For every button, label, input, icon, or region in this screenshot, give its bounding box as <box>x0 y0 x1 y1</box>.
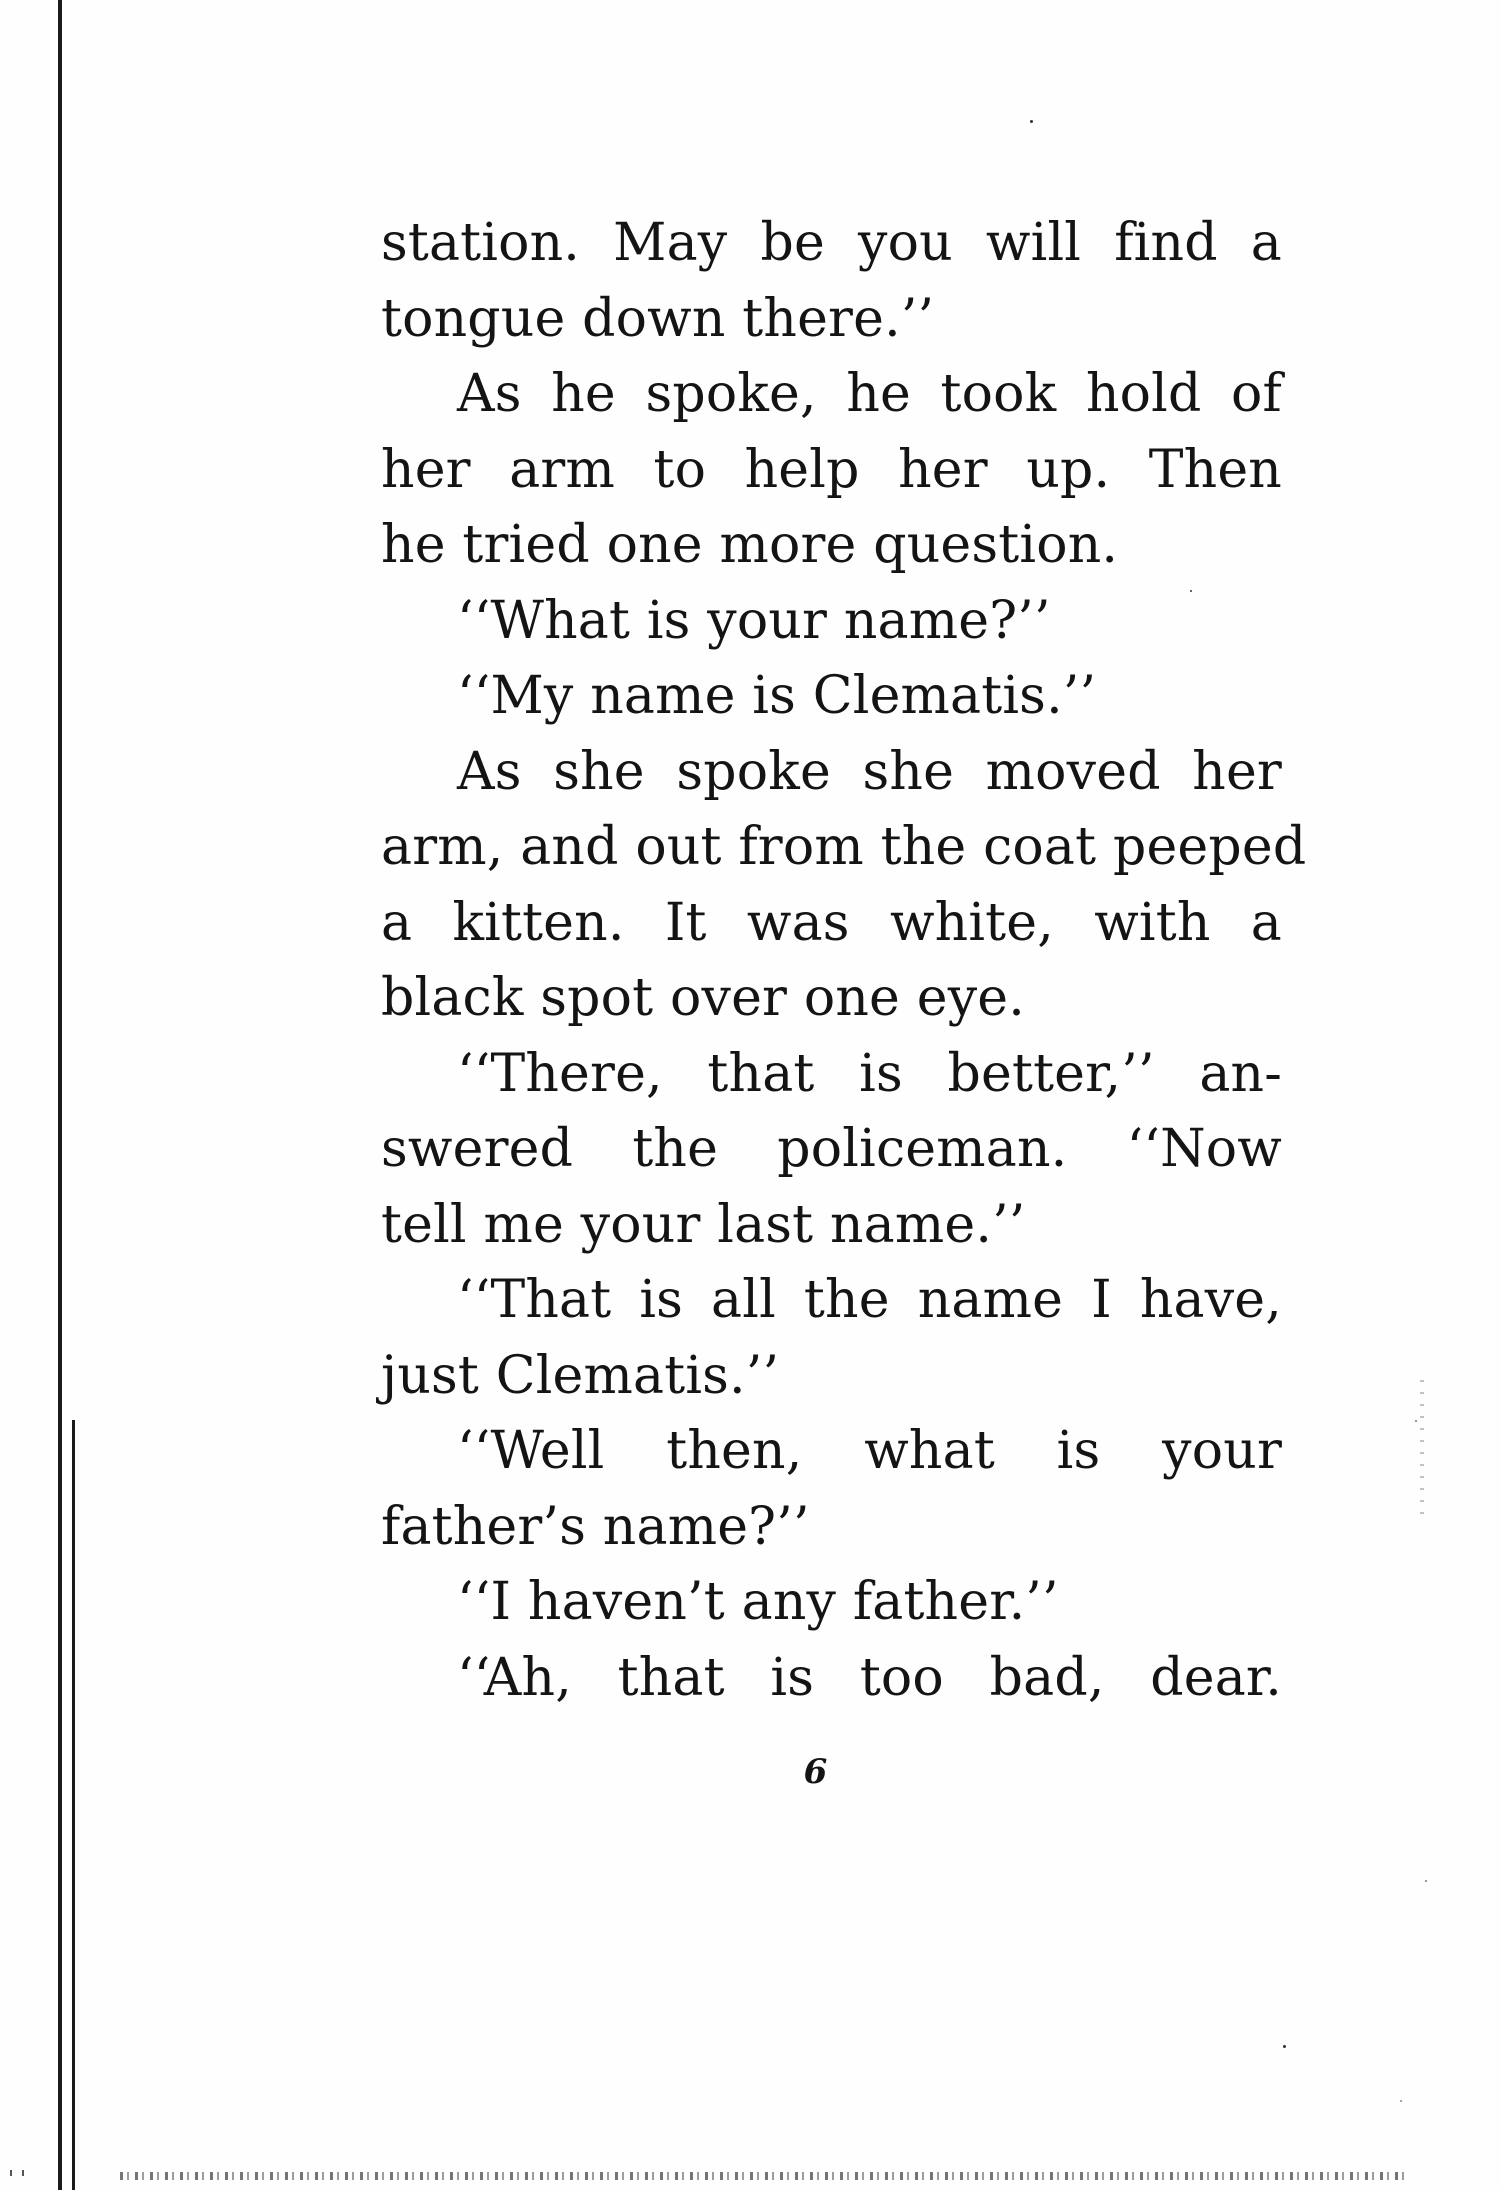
text-line: just Clematis.’’ <box>381 1345 780 1406</box>
scan-speck <box>1283 2045 1286 2048</box>
scan-speck <box>1030 120 1033 123</box>
page-number: 6 <box>803 1752 828 1792</box>
text-line: arm, and out from the coat peeped <box>381 817 1307 877</box>
text-line: a kitten. It was white, with a <box>381 892 1282 953</box>
text-line: As she spoke she moved her <box>457 741 1282 802</box>
text-line: ‘‘What is your name?’’ <box>457 590 1051 651</box>
text-line: swered the policeman. ‘‘Now <box>381 1119 1282 1179</box>
scan-speck <box>1425 1880 1427 1882</box>
text-line: ‘‘Well then, what is your <box>457 1421 1282 1481</box>
text-line: station. May be you will find a <box>381 213 1282 273</box>
text-line: ‘‘There, that is better,’’ an- <box>457 1043 1282 1104</box>
text-line: black spot over one eye. <box>381 968 1025 1028</box>
text-line: tell me your last name.’’ <box>381 1194 1026 1255</box>
text-line: ‘‘I haven’t any father.’’ <box>457 1572 1059 1632</box>
scan-speck <box>1400 2100 1402 2102</box>
text-line: ‘‘My name is Clematis.’’ <box>457 666 1097 726</box>
scan-speck <box>1415 1420 1417 1422</box>
text-line: tongue down there.’’ <box>381 288 935 349</box>
text-line: ‘‘That is all the name I have, <box>457 1270 1282 1330</box>
text-line: he tried one more question. <box>381 515 1119 575</box>
text-line: father’s name?’’ <box>381 1496 810 1557</box>
text-line: ‘‘Ah, that is too bad, dear. <box>457 1647 1282 1708</box>
binding-edge-line <box>58 0 62 2190</box>
scan-noise-bottom <box>120 2172 1410 2180</box>
scan-noise-edge <box>1420 1380 1424 1520</box>
body-text <box>381 206 1307 1716</box>
text-line: her arm to help her up. Then <box>381 439 1282 500</box>
scan-mark <box>10 2170 24 2176</box>
binding-edge-line-inner <box>72 1420 75 2190</box>
text-line: As he spoke, he took hold of <box>457 364 1282 424</box>
